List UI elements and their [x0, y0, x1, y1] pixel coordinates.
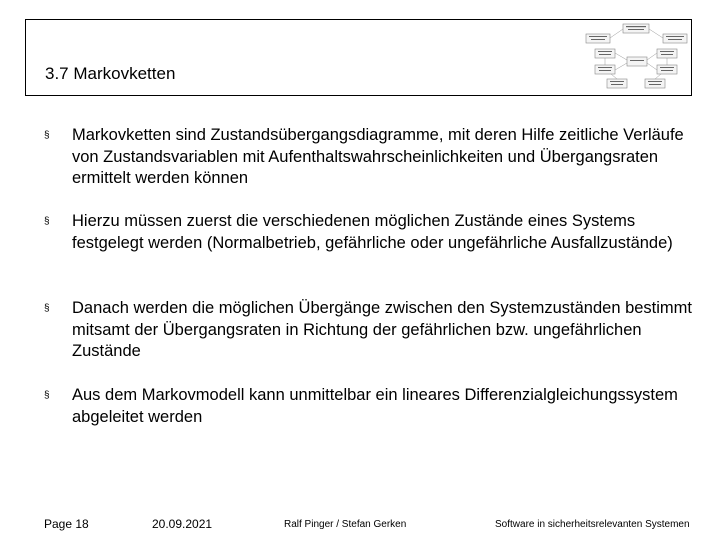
footer-authors: Ralf Pinger / Stefan Gerken [284, 519, 407, 530]
bullet-item [44, 298, 704, 363]
thumb-box-right-3 [657, 65, 677, 74]
slide-footer [0, 517, 720, 535]
thumb-box-left-2 [595, 49, 615, 58]
thumb-box-right-1 [663, 34, 687, 43]
thumb-box-right-4 [645, 79, 665, 88]
header-box [25, 19, 692, 96]
bullet-item [44, 125, 704, 190]
thumb-box-left-1 [586, 34, 610, 43]
thumb-box-right-2 [657, 49, 677, 58]
bullet-marker-icon: § [44, 216, 50, 227]
bullet-marker-icon: § [44, 130, 50, 141]
slide-title: 3.7 Markovketten [45, 64, 176, 83]
thumb-box-left-3 [595, 65, 615, 74]
thumb-box-center [627, 57, 647, 66]
thumb-box-left-4 [607, 79, 627, 88]
bullet-marker-icon: § [44, 390, 50, 401]
bullet-text: Aus dem Markovmodell kann unmittelbar ein lineares Differenzialgleichungssystem abgeleitet werden [72, 386, 678, 426]
process-thumbnail-diagram [583, 23, 691, 93]
bullet-marker-icon: § [44, 303, 50, 314]
footer-course-title: Software in sicherheitsrelevanten Systemen [495, 519, 690, 530]
page-number: Page 18 [44, 517, 89, 531]
bullet-item [44, 385, 704, 428]
bullet-item [44, 211, 704, 254]
bullet-text: Hierzu müssen zuerst die verschiedenen möglichen Zustände eines Systems festgelegt werden (Normalbetrieb, gefährliche oder ungefährliche Ausfallzustände) [72, 212, 673, 252]
bullet-text: Markovketten sind Zustandsübergangsdiagramme, mit deren Hilfe zeitliche Verläufe von Zustandsvariablen mit Aufenthaltswahrscheinlichkeiten und Übergangsraten ermittelt werden können [72, 126, 684, 187]
footer-date: 20.09.2021 [152, 517, 213, 531]
thumb-box-top [623, 24, 649, 33]
bullet-text: Danach werden die möglichen Übergänge zwischen den Systemzuständen bestimmt mitsamt der Übergangsraten in Richtung der gefährlichen bzw. ungefährlichen Zustände [72, 299, 693, 360]
